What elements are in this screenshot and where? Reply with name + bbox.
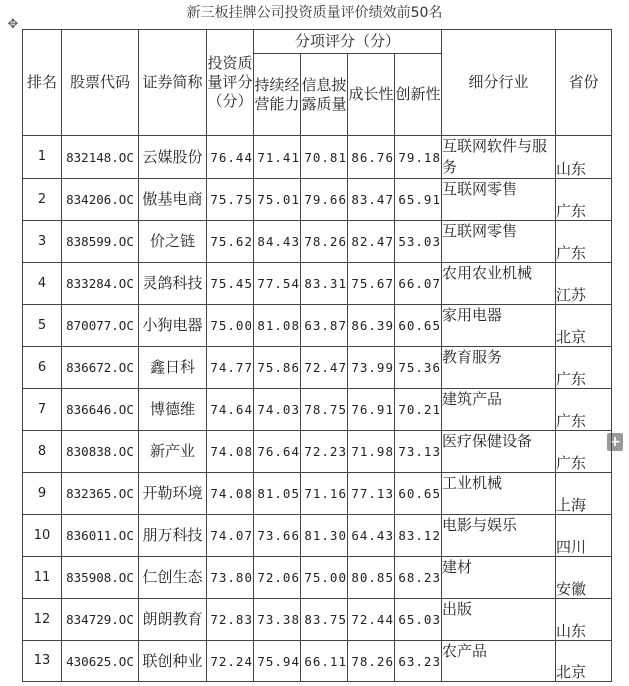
table-row (23, 263, 612, 305)
table-body (23, 136, 612, 682)
cell-growth: 75.67 (348, 263, 395, 305)
cell-innovation: 65.03 (395, 599, 442, 641)
cell-disclosure: 79.66 (301, 179, 348, 221)
cell-industry: 工业机械 (442, 473, 556, 515)
cell-sustain: 75.01 (254, 179, 301, 221)
cell-quality: 76.44 (207, 136, 254, 179)
table-row (23, 557, 612, 599)
cell-quality: 75.00 (207, 305, 254, 347)
header-sub-scores: 分项评分（分） (254, 30, 442, 54)
cell-name: 灵鸽科技 (139, 263, 207, 305)
cell-rank: 4 (23, 263, 62, 305)
cell-industry: 建筑产品 (442, 389, 556, 431)
cell-quality: 74.08 (207, 473, 254, 515)
cell-disclosure: 71.16 (301, 473, 348, 515)
cell-sustain: 76.64 (254, 431, 301, 473)
cell-code: 834206.OC (62, 179, 139, 221)
table-row (23, 599, 612, 641)
header-rank: 排名 (23, 30, 62, 136)
cell-code: 870077.OC (62, 305, 139, 347)
cell-growth: 86.76 (348, 136, 395, 179)
table-row (23, 347, 612, 389)
cell-name: 云媒股份 (139, 136, 207, 179)
cell-code: 832148.OC (62, 136, 139, 179)
cell-rank: 9 (23, 473, 62, 515)
cell-sustain: 77.54 (254, 263, 301, 305)
cell-innovation: 66.07 (395, 263, 442, 305)
cell-industry: 教育服务 (442, 347, 556, 389)
cell-sustain: 81.05 (254, 473, 301, 515)
cell-growth: 72.44 (348, 599, 395, 641)
cell-growth: 78.26 (348, 641, 395, 682)
cell-province: 广东 (556, 389, 612, 431)
cell-province: 北京 (556, 641, 612, 682)
cell-rank: 11 (23, 557, 62, 599)
cell-rank: 5 (23, 305, 62, 347)
cell-code: 832365.OC (62, 473, 139, 515)
cell-innovation: 83.12 (395, 515, 442, 557)
cell-industry: 电影与娱乐 (442, 515, 556, 557)
cell-rank: 3 (23, 221, 62, 263)
cell-quality: 75.45 (207, 263, 254, 305)
cell-quality: 74.08 (207, 431, 254, 473)
cell-disclosure: 72.47 (301, 347, 348, 389)
cell-innovation: 73.13 (395, 431, 442, 473)
table-row (23, 389, 612, 431)
cell-sustain: 72.06 (254, 557, 301, 599)
cell-name: 仁创生态 (139, 557, 207, 599)
cell-disclosure: 78.75 (301, 389, 348, 431)
header-sustain: 持续经营能力 (254, 54, 301, 136)
cell-growth: 83.47 (348, 179, 395, 221)
ranking-table (22, 29, 612, 682)
cell-code: 836672.OC (62, 347, 139, 389)
table-row (23, 179, 612, 221)
cell-sustain: 73.66 (254, 515, 301, 557)
cell-industry: 家用电器 (442, 305, 556, 347)
cell-rank: 7 (23, 389, 62, 431)
table-row (23, 515, 612, 557)
cell-province: 江苏 (556, 263, 612, 305)
cell-industry: 农用农业机械 (442, 263, 556, 305)
cell-rank: 10 (23, 515, 62, 557)
header-province: 省份 (556, 30, 612, 136)
cell-code: 836011.OC (62, 515, 139, 557)
cell-province: 广东 (556, 221, 612, 263)
cell-industry: 互联网零售 (442, 179, 556, 221)
table-row (23, 136, 612, 179)
cell-growth: 86.39 (348, 305, 395, 347)
cell-sustain: 74.03 (254, 389, 301, 431)
header-industry: 细分行业 (442, 30, 556, 136)
cell-disclosure: 75.00 (301, 557, 348, 599)
cell-rank: 13 (23, 641, 62, 682)
cell-code: 838599.OC (62, 221, 139, 263)
cell-quality: 74.07 (207, 515, 254, 557)
cell-rank: 2 (23, 179, 62, 221)
cell-name: 小狗电器 (139, 305, 207, 347)
cell-province: 广东 (556, 347, 612, 389)
table-row (23, 431, 612, 473)
cell-disclosure: 72.23 (301, 431, 348, 473)
cell-disclosure: 83.31 (301, 263, 348, 305)
cell-name: 博德维 (139, 389, 207, 431)
cell-disclosure: 63.87 (301, 305, 348, 347)
cell-disclosure: 78.26 (301, 221, 348, 263)
cell-province: 广东 (556, 179, 612, 221)
cell-rank: 1 (23, 136, 62, 179)
cell-name: 联创种业 (139, 641, 207, 682)
cell-province: 上海 (556, 473, 612, 515)
cell-innovation: 60.65 (395, 473, 442, 515)
cell-province: 北京 (556, 305, 612, 347)
table-row (23, 305, 612, 347)
cell-quality: 75.75 (207, 179, 254, 221)
cell-growth: 76.91 (348, 389, 395, 431)
cell-province: 山东 (556, 136, 612, 179)
cell-quality: 72.83 (207, 599, 254, 641)
cell-sustain: 75.86 (254, 347, 301, 389)
table-row (23, 221, 612, 263)
cell-name: 朋万科技 (139, 515, 207, 557)
cell-disclosure: 81.30 (301, 515, 348, 557)
cell-industry: 出版 (442, 599, 556, 641)
cell-disclosure: 66.11 (301, 641, 348, 682)
cell-sustain: 75.94 (254, 641, 301, 682)
cell-growth: 64.43 (348, 515, 395, 557)
cell-sustain: 71.41 (254, 136, 301, 179)
cell-quality: 73.80 (207, 557, 254, 599)
table-row (23, 641, 612, 682)
cell-quality: 72.24 (207, 641, 254, 682)
cell-code: 835908.OC (62, 557, 139, 599)
header-name: 证券简称 (139, 30, 207, 136)
cell-province: 安徽 (556, 557, 612, 599)
cell-industry: 互联网软件与服务 (442, 136, 556, 179)
cell-innovation: 68.23 (395, 557, 442, 599)
header-code: 股票代码 (62, 30, 139, 136)
cell-sustain: 81.08 (254, 305, 301, 347)
cell-growth: 82.47 (348, 221, 395, 263)
cell-innovation: 63.23 (395, 641, 442, 682)
cell-name: 傲基电商 (139, 179, 207, 221)
cell-name: 朗朗教育 (139, 599, 207, 641)
header-quality: 投资质量评分（分） (207, 30, 254, 136)
cell-growth: 80.85 (348, 557, 395, 599)
cell-quality: 74.77 (207, 347, 254, 389)
cell-industry: 建材 (442, 557, 556, 599)
cell-innovation: 60.65 (395, 305, 442, 347)
cell-industry: 医疗保健设备 (442, 431, 556, 473)
cell-code: 836646.OC (62, 389, 139, 431)
header-growth: 成长性 (348, 54, 395, 136)
cell-disclosure: 83.75 (301, 599, 348, 641)
cell-innovation: 75.36 (395, 347, 442, 389)
cell-sustain: 73.38 (254, 599, 301, 641)
table-row (23, 473, 612, 515)
cell-code: 834729.OC (62, 599, 139, 641)
cell-code: 830838.OC (62, 431, 139, 473)
cell-code: 833284.OC (62, 263, 139, 305)
cell-innovation: 79.18 (395, 136, 442, 179)
cell-industry: 农产品 (442, 641, 556, 682)
cell-quality: 75.62 (207, 221, 254, 263)
cell-growth: 71.98 (348, 431, 395, 473)
cell-name: 新产业 (139, 431, 207, 473)
cell-sustain: 84.43 (254, 221, 301, 263)
cell-disclosure: 70.81 (301, 136, 348, 179)
header-disclosure: 信息披露质量 (301, 54, 348, 136)
move-handle-icon[interactable]: ✥ (7, 17, 19, 32)
cell-province: 山东 (556, 599, 612, 641)
header-innovation: 创新性 (395, 54, 442, 136)
cell-growth: 73.99 (348, 347, 395, 389)
cell-innovation: 70.21 (395, 389, 442, 431)
cell-code: 430625.OC (62, 641, 139, 682)
cell-industry: 互联网零售 (442, 221, 556, 263)
cell-growth: 77.13 (348, 473, 395, 515)
cell-innovation: 65.91 (395, 179, 442, 221)
cell-name: 开勒环境 (139, 473, 207, 515)
cell-province: 广东 (556, 431, 612, 473)
cell-rank: 8 (23, 431, 62, 473)
cell-rank: 12 (23, 599, 62, 641)
cell-innovation: 53.03 (395, 221, 442, 263)
cell-quality: 74.64 (207, 389, 254, 431)
cell-province: 四川 (556, 515, 612, 557)
cell-name: 鑫日科 (139, 347, 207, 389)
cell-name: 价之链 (139, 221, 207, 263)
table-title: 新三板挂牌公司投资质量评价绩效前50名 (186, 5, 443, 21)
cell-rank: 6 (23, 347, 62, 389)
add-column-icon[interactable]: + (607, 433, 623, 451)
